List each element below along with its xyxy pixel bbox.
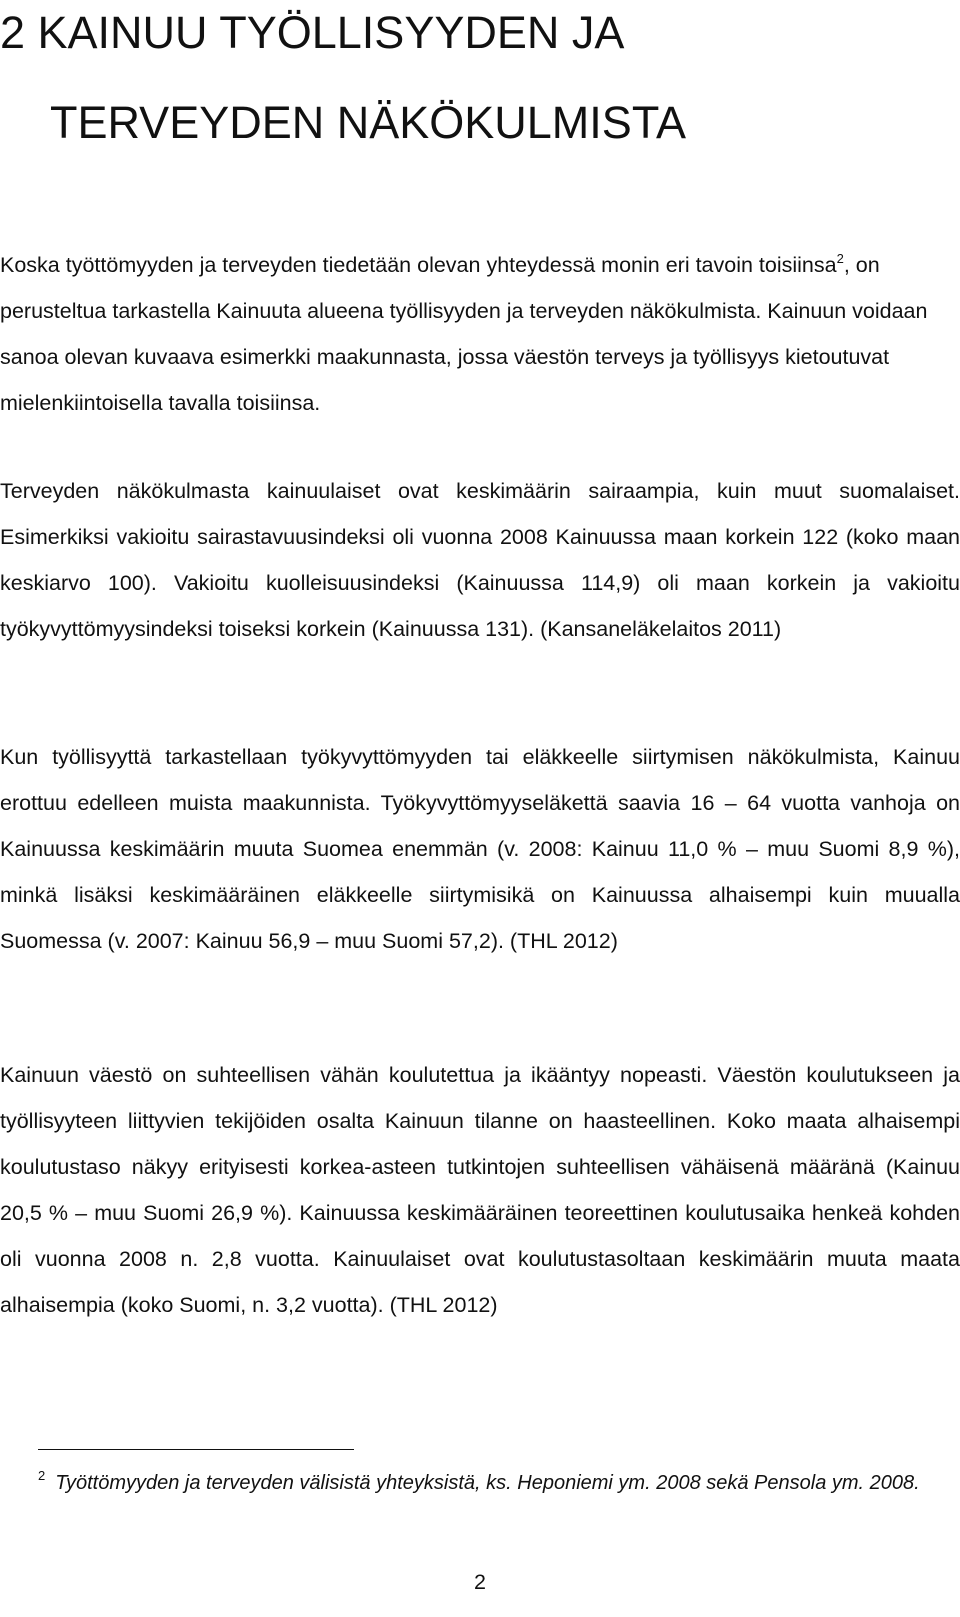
footnote-reference[interactable]: 2 [836,251,844,266]
footnote-separator [38,1449,354,1450]
footnote-text: Työttömyyden ja terveyden välisistä yhteyksistä, ks. Heponiemi ym. 2008 sekä Pensola ym. 2008. [55,1472,920,1494]
paragraph-intro [0,242,960,426]
chapter-heading-line-1: 2 KAINUU TYÖLLISYYDEN JA [0,7,625,58]
page-number: 2 [474,1570,486,1594]
paragraph-health: Terveyden näkökulmasta kainuulaiset ovat keskimäärin sairaampia, kuin muut suomalaiset. Esimerkiksi vakioitu sairastavuusindeksi oli vuonna 2008 Kainuussa maan korkein 122 (koko maan keskiarvo 100). Vakioitu kuolleisuusindeksi (Kainuussa 114,9) oli maan korkein ja vakioitu työkyvyttömyysindeksi toiseksi korkein (Kainuussa 131). (Kansaneläkelaitos 2011) [0,479,960,641]
paragraph-intro-text-start: Koska työttömyyden ja terveyden tiedetään olevan yhteydessä monin eri tavoin toisiinsa [0,253,837,277]
paragraph-intro-text-end: , on perusteltua tarkastella Kainuuta alueena työllisyyden ja terveyden näkökulmista. Kainuun voidaan sanoa olevan kuvaava esimerkki maakunnasta, jossa väestön terveys ja työllisyys kietoutuvat mielenkiintoisella tavalla toisiinsa. [0,253,928,415]
footnote [0,1466,960,1500]
paragraph-education: Kainuun väestö on suhteellisen vähän koulutettua ja ikääntyy nopeasti. Väestön koulutukseen ja työllisyyteen liittyvien tekijöiden osalta Kainuun tilanne on haasteellinen. Koko maata alhaisempi koulutustaso näkyy erityisesti korkea-asteen tutkintojen suhteellisen vähäisenä määränä (Kainuu 20,5 % – muu Suomi 26,9 %). Kainuussa keskimääräinen teoreettinen koulutusaika henkeä kohden oli vuonna 2008 n. 2,8 vuotta. Kainuulaiset ovat koulutustasoltaan keskimäärin muuta maata alhaisempia (koko Suomi, n. 3,2 vuotta). (THL 2012) [0,1063,960,1317]
paragraph-employment: Kun työllisyyttä tarkastellaan työkyvyttömyyden tai eläkkeelle siirtymisen näkökulmista, Kainuu erottuu edelleen muista maakunnista. Työkyvyttömyyseläkettä saavia 16 – 64 vuotta vanhoja on Kainuussa keskimäärin muuta Suomea enemmän (v. 2008: Kainuu 11,0 % – muu Suomi 8,9 %), minkä lisäksi keskimääräinen eläkkeelle siirtymisikä on Kainuussa alhaisempi kuin muualla Suomessa (v. 2007: Kainuu 56,9 – muu Suomi 57,2). (THL 2012) [0,745,960,953]
footnote-mark: 2 [38,1468,46,1483]
chapter-heading-line-2: TERVEYDEN NÄKÖKULMISTA [50,97,686,148]
